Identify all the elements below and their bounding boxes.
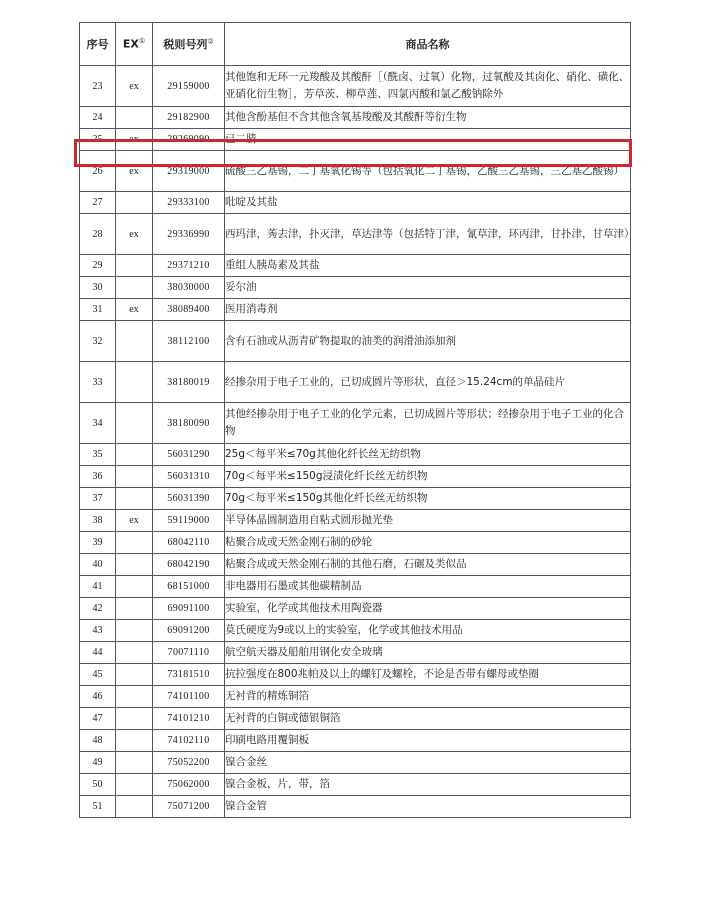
cell-serial-number: 42 bbox=[80, 598, 116, 620]
cell-ex: ex bbox=[116, 151, 153, 192]
cell-ex bbox=[116, 321, 153, 362]
cell-tariff-code: 75071200 bbox=[153, 796, 225, 818]
cell-tariff-code: 38180090 bbox=[153, 403, 225, 444]
cell-ex bbox=[116, 774, 153, 796]
footnote-marker: ② bbox=[207, 37, 214, 46]
table-row bbox=[80, 664, 631, 686]
cell-tariff-code: 68151000 bbox=[153, 576, 225, 598]
cell-tariff-code: 74102110 bbox=[153, 730, 225, 752]
cell-serial-number: 39 bbox=[80, 532, 116, 554]
cell-serial-number: 29 bbox=[80, 255, 116, 277]
cell-ex: ex bbox=[116, 299, 153, 321]
cell-serial-number: 32 bbox=[80, 321, 116, 362]
cell-tariff-code: 29319000 bbox=[153, 151, 225, 192]
table-row bbox=[80, 129, 631, 151]
cell-tariff-code: 29182900 bbox=[153, 107, 225, 129]
cell-ex bbox=[116, 107, 153, 129]
cell-ex bbox=[116, 576, 153, 598]
cell-ex bbox=[116, 466, 153, 488]
table-row bbox=[80, 576, 631, 598]
cell-ex bbox=[116, 796, 153, 818]
cell-serial-number: 40 bbox=[80, 554, 116, 576]
table-row bbox=[80, 488, 631, 510]
cell-ex bbox=[116, 277, 153, 299]
cell-serial-number: 27 bbox=[80, 192, 116, 214]
cell-tariff-code: 69091100 bbox=[153, 598, 225, 620]
table-row bbox=[80, 107, 631, 129]
cell-tariff-code: 70071110 bbox=[153, 642, 225, 664]
cell-ex bbox=[116, 620, 153, 642]
cell-ex bbox=[116, 532, 153, 554]
table-row bbox=[80, 214, 631, 255]
table-row bbox=[80, 362, 631, 403]
cell-ex bbox=[116, 708, 153, 730]
cell-ex bbox=[116, 664, 153, 686]
table-row bbox=[80, 277, 631, 299]
cell-product-name: 含有石油或从沥青矿物提取的油类的润滑油添加剂 bbox=[225, 321, 631, 362]
cell-tariff-code: 68042110 bbox=[153, 532, 225, 554]
footnote-marker: ① bbox=[138, 37, 146, 46]
table-row bbox=[80, 466, 631, 488]
cell-tariff-code: 69091200 bbox=[153, 620, 225, 642]
cell-product-name: 经掺杂用于电子工业的，已切成圆片等形状，直径＞15.24cm的单晶硅片 bbox=[225, 362, 631, 403]
cell-product-name: 70g＜每平米≤150g其他化纤长丝无纺织物 bbox=[225, 488, 631, 510]
cell-serial-number: 43 bbox=[80, 620, 116, 642]
table-row bbox=[80, 403, 631, 444]
cell-product-name: 妥尔油 bbox=[225, 277, 631, 299]
cell-serial-number: 26 bbox=[80, 151, 116, 192]
table-row bbox=[80, 321, 631, 362]
cell-tariff-code: 29371210 bbox=[153, 255, 225, 277]
cell-product-name: 重组人胰岛素及其盐 bbox=[225, 255, 631, 277]
cell-tariff-code: 38089400 bbox=[153, 299, 225, 321]
table-row bbox=[80, 730, 631, 752]
cell-tariff-code: 68042190 bbox=[153, 554, 225, 576]
cell-serial-number: 49 bbox=[80, 752, 116, 774]
cell-tariff-code: 38112100 bbox=[153, 321, 225, 362]
table-row bbox=[80, 598, 631, 620]
cell-product-name: 已二腈 bbox=[225, 129, 631, 151]
cell-serial-number: 50 bbox=[80, 774, 116, 796]
cell-ex: ex bbox=[116, 510, 153, 532]
table-row bbox=[80, 444, 631, 466]
cell-ex bbox=[116, 598, 153, 620]
cell-product-name: 镍合金丝 bbox=[225, 752, 631, 774]
tariff-table bbox=[79, 22, 635, 818]
cell-product-name: 其他饱和无环一元羧酸及其酸酐［（酰卤、过氧）化物，过氧酸及其卤化、硝化、磺化、亚硝化衍生物］，芳草茨、柳草莲、四氯丙酸和氯乙酸钠除外 bbox=[225, 66, 631, 107]
cell-serial-number: 48 bbox=[80, 730, 116, 752]
cell-ex bbox=[116, 192, 153, 214]
table-row bbox=[80, 510, 631, 532]
cell-serial-number: 44 bbox=[80, 642, 116, 664]
cell-product-name: 其他经掺杂用于电子工业的化学元素，已切成圆片等形状；经掺杂用于电子工业的化合物 bbox=[225, 403, 631, 444]
table-row bbox=[80, 686, 631, 708]
cell-product-name: 莫氏硬度为9或以上的实验室，化学或其他技术用品 bbox=[225, 620, 631, 642]
cell-product-name: 吡啶及其盐 bbox=[225, 192, 631, 214]
cell-ex bbox=[116, 730, 153, 752]
cell-serial-number: 24 bbox=[80, 107, 116, 129]
cell-ex: ex bbox=[116, 66, 153, 107]
cell-product-name: 70g＜每平米≤150g浸渍化纤长丝无纺织物 bbox=[225, 466, 631, 488]
cell-serial-number: 30 bbox=[80, 277, 116, 299]
cell-product-name: 粘聚合成或天然金刚石制的砂轮 bbox=[225, 532, 631, 554]
table-row bbox=[80, 299, 631, 321]
cell-product-name: 粘聚合成或天然金刚石制的其他石磨，石碾及类似品 bbox=[225, 554, 631, 576]
cell-serial-number: 37 bbox=[80, 488, 116, 510]
cell-product-name: 半导体晶圆制造用自粘式圆形抛光垫 bbox=[225, 510, 631, 532]
cell-product-name: 其他含酚基但不含其他含氧基羧酸及其酸酐等衍生物 bbox=[225, 107, 631, 129]
cell-tariff-code: 56031390 bbox=[153, 488, 225, 510]
cell-ex bbox=[116, 686, 153, 708]
cell-ex bbox=[116, 752, 153, 774]
cell-serial-number: 46 bbox=[80, 686, 116, 708]
table-row bbox=[80, 66, 631, 107]
table-row bbox=[80, 151, 631, 192]
cell-serial-number: 25 bbox=[80, 129, 116, 151]
cell-tariff-code: 56031310 bbox=[153, 466, 225, 488]
table-header-row bbox=[80, 23, 631, 66]
header-tariff-code: 税则号列② bbox=[153, 23, 225, 66]
cell-tariff-code: 29336990 bbox=[153, 214, 225, 255]
cell-tariff-code: 74101100 bbox=[153, 686, 225, 708]
cell-ex bbox=[116, 444, 153, 466]
cell-product-name: 镍合金板，片，带，箔 bbox=[225, 774, 631, 796]
cell-serial-number: 33 bbox=[80, 362, 116, 403]
table-row bbox=[80, 796, 631, 818]
cell-tariff-code: 29159000 bbox=[153, 66, 225, 107]
cell-product-name: 印刷电路用覆铜板 bbox=[225, 730, 631, 752]
cell-serial-number: 45 bbox=[80, 664, 116, 686]
cell-product-name: 抗拉强度在800兆帕及以上的螺钉及螺栓，不论是否带有螺母或垫圈 bbox=[225, 664, 631, 686]
cell-tariff-code: 29333100 bbox=[153, 192, 225, 214]
cell-serial-number: 23 bbox=[80, 66, 116, 107]
cell-ex: ex bbox=[116, 129, 153, 151]
cell-serial-number: 34 bbox=[80, 403, 116, 444]
cell-product-name: 25g＜每平米≤70g其他化纤长丝无纺织物 bbox=[225, 444, 631, 466]
cell-ex bbox=[116, 362, 153, 403]
cell-tariff-code: 75052200 bbox=[153, 752, 225, 774]
cell-product-name: 镍合金管 bbox=[225, 796, 631, 818]
header-serial-number: 序号 bbox=[80, 23, 116, 66]
cell-product-name: 医用消毒剂 bbox=[225, 299, 631, 321]
cell-product-name: 实验室，化学或其他技术用陶瓷器 bbox=[225, 598, 631, 620]
cell-serial-number: 47 bbox=[80, 708, 116, 730]
table-row bbox=[80, 708, 631, 730]
cell-tariff-code: 59119000 bbox=[153, 510, 225, 532]
cell-product-name: 航空航天器及船舶用钢化安全玻璃 bbox=[225, 642, 631, 664]
cell-ex bbox=[116, 642, 153, 664]
table-row bbox=[80, 642, 631, 664]
table-row bbox=[80, 752, 631, 774]
cell-tariff-code: 29269090 bbox=[153, 129, 225, 151]
cell-serial-number: 38 bbox=[80, 510, 116, 532]
table-row bbox=[80, 774, 631, 796]
cell-serial-number: 35 bbox=[80, 444, 116, 466]
cell-product-name: 西玛津，莠去津，扑灭津，草达津等（包括特丁津，氰草津，环丙津，甘扑津，甘草津） bbox=[225, 214, 631, 255]
cell-serial-number: 36 bbox=[80, 466, 116, 488]
cell-serial-number: 41 bbox=[80, 576, 116, 598]
cell-tariff-code: 75062000 bbox=[153, 774, 225, 796]
header-product-name: 商品名称 bbox=[225, 23, 631, 66]
cell-ex bbox=[116, 255, 153, 277]
cell-tariff-code: 74101210 bbox=[153, 708, 225, 730]
cell-ex bbox=[116, 403, 153, 444]
cell-product-name: 非电器用石墨或其他碳精制品 bbox=[225, 576, 631, 598]
cell-ex: ex bbox=[116, 214, 153, 255]
table-body bbox=[80, 66, 635, 818]
table-row bbox=[80, 255, 631, 277]
cell-serial-number: 31 bbox=[80, 299, 116, 321]
table-row bbox=[80, 532, 631, 554]
cell-tariff-code: 38180019 bbox=[153, 362, 225, 403]
cell-ex bbox=[116, 488, 153, 510]
cell-product-name: 无衬背的精炼铜箔 bbox=[225, 686, 631, 708]
header-ex: EX① bbox=[116, 23, 153, 66]
cell-ex bbox=[116, 554, 153, 576]
cell-serial-number: 28 bbox=[80, 214, 116, 255]
table-row bbox=[80, 554, 631, 576]
cell-tariff-code: 73181510 bbox=[153, 664, 225, 686]
cell-product-name: 硫酸三乙基锡，二丁基氧化锡等（包括氧化二丁基锡，乙酸三乙基锡，三乙基乙酸锡） bbox=[225, 151, 631, 192]
cell-product-name: 无衬背的白铜或德银铜箔 bbox=[225, 708, 631, 730]
cell-serial-number: 51 bbox=[80, 796, 116, 818]
table-row bbox=[80, 192, 631, 214]
cell-tariff-code: 38030000 bbox=[153, 277, 225, 299]
cell-tariff-code: 56031290 bbox=[153, 444, 225, 466]
table-row bbox=[80, 620, 631, 642]
